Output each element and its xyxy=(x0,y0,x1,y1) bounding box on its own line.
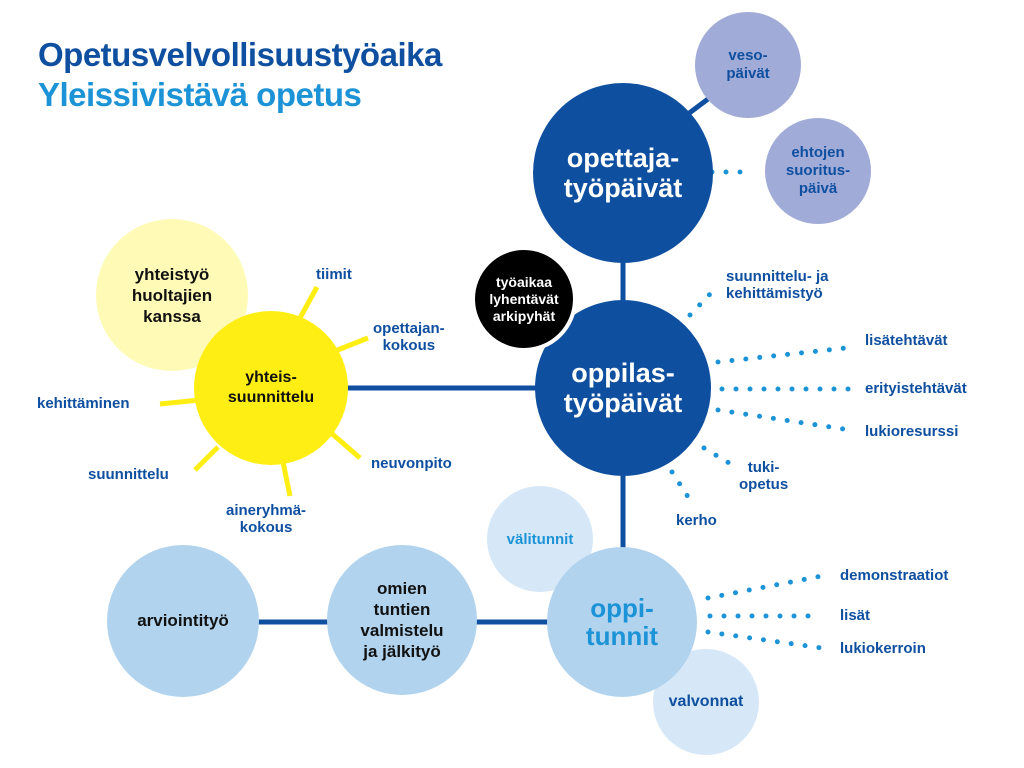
label-tiimit: tiimit xyxy=(316,266,352,283)
label-suunnittelu-kehittamistyo: suunnittelu- ja kehittämistyö xyxy=(726,268,829,302)
arkipyhat-circle xyxy=(471,246,577,352)
diagram-title: Opetusvelvollisuustyöaika xyxy=(38,36,442,73)
dots-kerho xyxy=(672,472,690,500)
label-tukiopetus: tuki- opetus xyxy=(739,459,789,493)
valitunnit-label: välitunnit xyxy=(506,530,574,548)
yhteissuunnittelu-label: yhteis- suunnittelu xyxy=(227,369,315,406)
ehtojen-label: ehtojen suoritus- päivä xyxy=(785,144,851,197)
label-neuvonpito: neuvonpito xyxy=(371,455,452,472)
label-lukiokerroin: lukiokerroin xyxy=(840,640,926,657)
veso-label: veso- päivät xyxy=(726,47,770,82)
label-opettajankokous: opettajan- kokous xyxy=(373,320,445,354)
dots-lukiokerroin xyxy=(708,632,822,648)
omien-tuntien-circle xyxy=(327,545,477,695)
yhteissuunnittelu-circle xyxy=(194,311,348,465)
arkipyhat-label: työaikaa lyhentävät arkipyhät xyxy=(489,273,559,324)
label-kehittaminen: kehittäminen xyxy=(37,395,130,412)
oppitunnit-label: oppi- tunnit xyxy=(585,593,659,651)
label-suunnittelu: suunnittelu xyxy=(88,466,169,483)
omien-tuntien-label: omien tuntien valmistelu ja jälkityö xyxy=(360,579,444,661)
dots-demonstraatiot xyxy=(708,576,822,598)
label-kerho: kerho xyxy=(676,512,717,529)
dots-tukiopetus xyxy=(704,448,734,466)
huoltajat-label: yhteistyö huoltajien kanssa xyxy=(131,264,213,326)
label-lisat: lisät xyxy=(840,607,871,624)
label-aineryhmakokous: aineryhmä- kokous xyxy=(226,502,307,536)
dots-suunnittelu xyxy=(690,292,712,315)
veso-circle xyxy=(695,12,801,118)
label-lukioresurssi: lukioresurssi xyxy=(865,423,959,440)
oppilas-label: oppilas- työpäivät xyxy=(563,358,683,418)
opettaja-circle xyxy=(533,83,713,263)
valvonnat-label: valvonnat xyxy=(668,693,744,710)
opettaja-label: opettaja- työpäivät xyxy=(563,143,683,203)
ehtojen-circle xyxy=(765,118,871,224)
label-demonstraatiot: demonstraatiot xyxy=(840,567,949,584)
arviointityo-circle xyxy=(107,545,259,697)
arviointityo-label: arviointityö xyxy=(137,611,229,630)
label-erityistehtavat: erityistehtävät xyxy=(865,380,967,397)
diagram-subtitle: Yleissivistävä opetus xyxy=(38,76,362,113)
label-lisatehtavat: lisätehtävät xyxy=(865,332,948,349)
oppitunnit-circle xyxy=(547,547,697,697)
dots-lukioresurssi xyxy=(718,410,850,430)
dots-lisatehtavat xyxy=(718,348,846,362)
